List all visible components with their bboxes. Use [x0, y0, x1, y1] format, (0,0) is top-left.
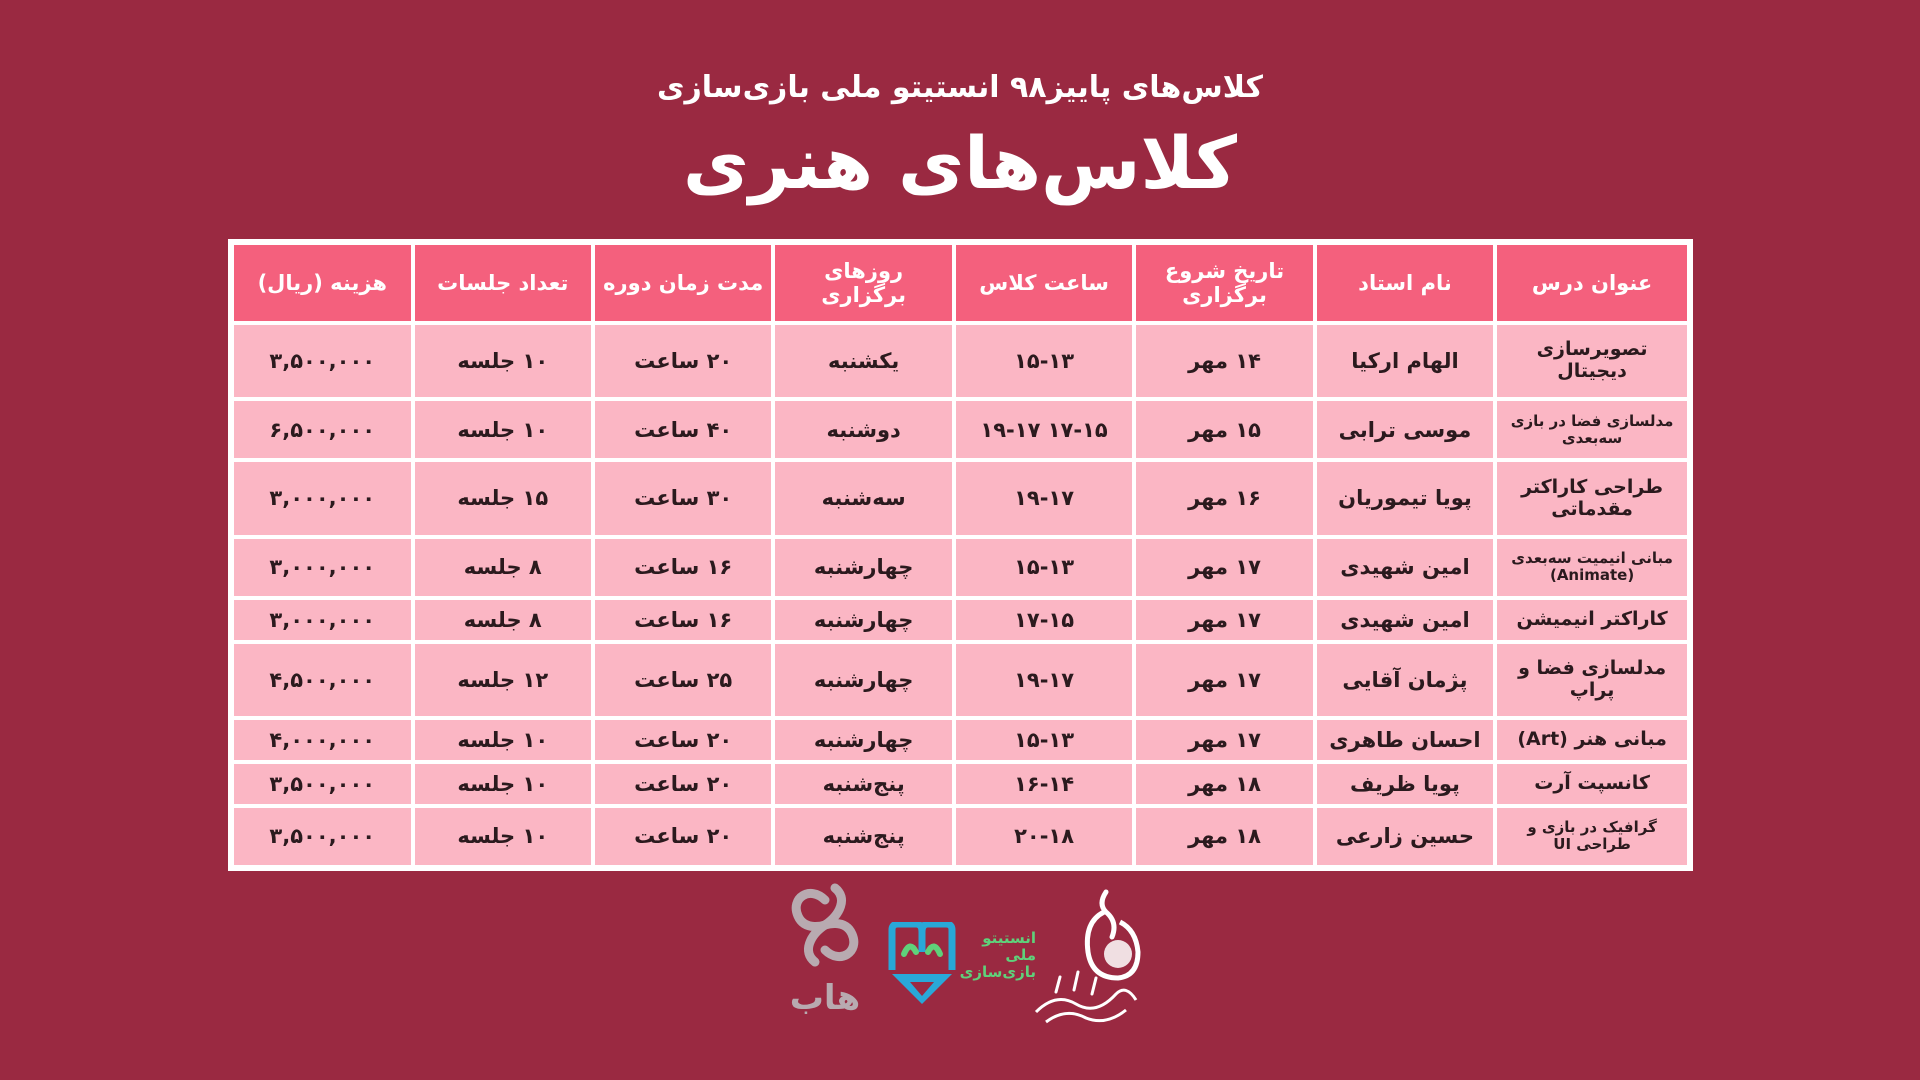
table-row	[234, 539, 1687, 596]
cell-sessions: ۱۰ جلسه	[415, 401, 591, 458]
cell-sessions: ۱۰ جلسه	[415, 808, 591, 865]
cell-duration: ۳۰ ساعت	[595, 462, 771, 534]
header-cost: هزینه (ریال)	[234, 245, 411, 321]
foundation-logo	[1026, 882, 1156, 1032]
cell-sessions: ۱۰ جلسه	[415, 720, 591, 760]
cell-start-date: ۱۸ مهر	[1136, 764, 1312, 804]
cell-teacher: امین شهیدی	[1317, 539, 1493, 596]
cell-course: مدلسازی فضا در بازی سه‌بعدی	[1497, 401, 1687, 458]
cell-teacher: موسی ترابی	[1317, 401, 1493, 458]
cell-start-date: ۱۵ مهر	[1136, 401, 1312, 458]
table-row	[234, 600, 1687, 640]
cell-duration: ۱۶ ساعت	[595, 600, 771, 640]
cell-cost: ۶,۵۰۰,۰۰۰	[234, 401, 411, 458]
cell-course: کانسپت آرت	[1497, 764, 1687, 804]
cell-course: کاراکتر انیمیشن	[1497, 600, 1687, 640]
cell-course: مبانی هنر (Art)	[1497, 720, 1687, 760]
page-title: کلاس‌های هنری	[683, 121, 1237, 205]
cell-days: پنج‌شنبه	[775, 764, 951, 804]
cell-start-date: ۱۶ مهر	[1136, 462, 1312, 534]
cell-teacher: پویا تیموریان	[1317, 462, 1493, 534]
institute-emblem-icon	[884, 922, 959, 1022]
cell-start-date: ۱۷ مهر	[1136, 600, 1312, 640]
cell-days: یکشنبه	[775, 325, 951, 397]
cell-start-date: ۱۷ مهر	[1136, 644, 1312, 716]
cell-class-time: ۱۵-۱۳	[956, 720, 1132, 760]
cell-class-time: ۱۹-۱۷	[956, 644, 1132, 716]
cell-teacher: احسان طاهری	[1317, 720, 1493, 760]
hub-logo-text: هاب	[789, 978, 861, 1018]
cell-sessions: ۱۰ جلسه	[415, 764, 591, 804]
cell-start-date: ۱۴ مهر	[1136, 325, 1312, 397]
cell-duration: ۲۵ ساعت	[595, 644, 771, 716]
cell-teacher: الهام ارکیا	[1317, 325, 1493, 397]
cell-duration: ۲۰ ساعت	[595, 808, 771, 865]
institute-logo	[884, 922, 1034, 1032]
cell-days: چهارشنبه	[775, 644, 951, 716]
cell-cost: ۳,۵۰۰,۰۰۰	[234, 764, 411, 804]
cell-class-time: ۲۰-۱۸	[956, 808, 1132, 865]
cell-teacher: حسین زارعی	[1317, 808, 1493, 865]
classes-table	[230, 241, 1691, 869]
cell-cost: ۳,۰۰۰,۰۰۰	[234, 462, 411, 534]
cell-duration: ۲۰ ساعت	[595, 720, 771, 760]
cell-days: دوشنبه	[775, 401, 951, 458]
cell-days: چهارشنبه	[775, 720, 951, 760]
cell-cost: ۳,۵۰۰,۰۰۰	[234, 808, 411, 865]
cell-cost: ۳,۰۰۰,۰۰۰	[234, 539, 411, 596]
cell-duration: ۲۰ ساعت	[595, 325, 771, 397]
table-row	[234, 764, 1687, 804]
page-subtitle: کلاس‌های پاییز۹۸ انستیتو ملی بازی‌سازی	[657, 70, 1263, 105]
cell-teacher: امین شهیدی	[1317, 600, 1493, 640]
table-row	[234, 644, 1687, 716]
cell-duration: ۱۶ ساعت	[595, 539, 771, 596]
cell-cost: ۳,۵۰۰,۰۰۰	[234, 325, 411, 397]
header-start-date: تاریخ شروع برگزاری	[1136, 245, 1312, 321]
cell-start-date: ۱۷ مهر	[1136, 539, 1312, 596]
cell-cost: ۴,۰۰۰,۰۰۰	[234, 720, 411, 760]
cell-course: تصویرسازی دیجیتال	[1497, 325, 1687, 397]
cell-sessions: ۸ جلسه	[415, 539, 591, 596]
cell-duration: ۲۰ ساعت	[595, 764, 771, 804]
cell-course: گرافیک در بازی و طراحی UI	[1497, 808, 1687, 865]
cell-start-date: ۱۷ مهر	[1136, 720, 1312, 760]
table-row	[234, 462, 1687, 534]
table-row	[234, 720, 1687, 760]
table-row	[234, 808, 1687, 865]
cell-course: مبانی انیمیت سه‌بعدی (Animate)	[1497, 539, 1687, 596]
cell-class-time: ۱۹-۱۷	[956, 462, 1132, 534]
table-header-row	[234, 245, 1687, 321]
foundation-emblem-icon	[1026, 882, 1156, 1032]
institute-logo-text: انستیتو ملی بازی‌سازی	[959, 929, 1036, 981]
header-days: روزهای برگزاری	[775, 245, 951, 321]
header-class-time: ساعت کلاس	[956, 245, 1132, 321]
header-duration: مدت زمان دوره	[595, 245, 771, 321]
hub-infinity-icon	[780, 880, 870, 980]
cell-course: طراحی کاراکتر مقدماتی	[1497, 462, 1687, 534]
cell-teacher: پویا ظریف	[1317, 764, 1493, 804]
cell-class-time: ۱۵-۱۳	[956, 539, 1132, 596]
header-teacher: نام استاد	[1317, 245, 1493, 321]
cell-days: چهارشنبه	[775, 539, 951, 596]
cell-duration: ۴۰ ساعت	[595, 401, 771, 458]
cell-cost: ۴,۵۰۰,۰۰۰	[234, 644, 411, 716]
header-sessions: تعداد جلسات	[415, 245, 591, 321]
cell-class-time: ۱۷-۱۵	[956, 600, 1132, 640]
table-row	[234, 325, 1687, 397]
cell-days: سه‌شنبه	[775, 462, 951, 534]
cell-sessions: ۱۲ جلسه	[415, 644, 591, 716]
cell-sessions: ۱۵ جلسه	[415, 462, 591, 534]
cell-sessions: ۸ جلسه	[415, 600, 591, 640]
hub-logo	[780, 880, 870, 1020]
table-row	[234, 401, 1687, 458]
header-course: عنوان درس	[1497, 245, 1687, 321]
cell-cost: ۳,۰۰۰,۰۰۰	[234, 600, 411, 640]
cell-sessions: ۱۰ جلسه	[415, 325, 591, 397]
cell-teacher: پژمان آقایی	[1317, 644, 1493, 716]
footer-logos	[0, 880, 1920, 1040]
cell-class-time: ۱۶-۱۴	[956, 764, 1132, 804]
cell-start-date: ۱۸ مهر	[1136, 808, 1312, 865]
cell-class-time: ۱۷-۱۵ ۱۹-۱۷	[956, 401, 1132, 458]
cell-course: مدلسازی فضا و پراپ	[1497, 644, 1687, 716]
classes-table-container	[228, 239, 1693, 871]
cell-days: پنج‌شنبه	[775, 808, 951, 865]
cell-days: چهارشنبه	[775, 600, 951, 640]
cell-class-time: ۱۵-۱۳	[956, 325, 1132, 397]
